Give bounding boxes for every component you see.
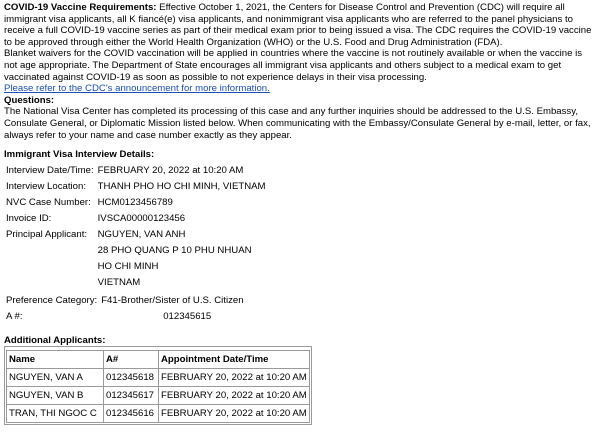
applicant-a-number: 012345617 (104, 387, 159, 405)
covid-paragraph (4, 2, 596, 48)
detail-row-invoice (4, 211, 270, 227)
address-line-1: 28 PHO QUANG P 10 PHU NHUAN (97, 244, 252, 256)
date-value: FEBRUARY 20, 2022 at 10:20 AM (97, 164, 244, 176)
covid-text-1: Effective October 1, 2021, the Centers for Disease Control and Prevention (CDC) will require all immigrant visa applicants, all K fiancé(e) visa applicants, and nonimmigrant visa applicants who are referred to the panel physicians to receive a full COVID-19 vaccine series as part of their medical exam prior to being issued a visa. The CDC requires the COVID-19 vaccine to be approved through either the World Health Organization (WHO) or the U.S. Food and Drug Administration (FDA). (4, 2, 592, 48)
preference-label: Preference Category: (6, 294, 98, 306)
principal-label: Principal Applicant: (6, 228, 88, 240)
additional-heading: Additional Applicants: (4, 334, 106, 346)
applicant-name: TRAN, THI NGOC C (7, 405, 104, 423)
detail-row-principal (4, 227, 270, 243)
questions-text: The National Visa Center has completed its processing of this case and any further inquiries should be addressed to the U.S. Embassy, Consulate General, or Diplomatic Mission listed below. When communicating with the Embassy/Consulate General by e-mail, letter, or fax, always refer to your name and case number exactly as they appear. (4, 106, 591, 141)
principal-value: NGUYEN, VAN ANH (97, 228, 186, 240)
detail-row-anumber (4, 309, 248, 325)
interview-heading: Immigrant Visa Interview Details: (4, 149, 155, 161)
case-number-label: NVC Case Number: (6, 196, 91, 208)
detail-row-date (4, 163, 270, 179)
address-line-2: HO CHI MINH (97, 260, 159, 272)
additional-applicants-box (4, 346, 312, 425)
table-row (7, 387, 310, 405)
applicant-appointment: FEBRUARY 20, 2022 at 10:20 AM (159, 369, 310, 387)
covid-waiver-text: Blanket waivers for the COVID vaccination will be applied in countries where the vaccine is not routinely available or when the vaccine is not age appropriate. The Department of State encourages all immigrant visa applicants and others subject to a medical exam to get vaccinated against COVID-19 as soon as possible to not experience delays in their visa processing. (4, 48, 583, 83)
preference-value: F41-Brother/Sister of U.S. Citizen (101, 294, 244, 306)
detail-row-case (4, 195, 270, 211)
column-header-name: Name (7, 351, 104, 369)
additional-applicants-table (6, 350, 310, 423)
preference-table (4, 293, 248, 325)
detail-row-address-1 (4, 243, 270, 259)
applicant-appointment: FEBRUARY 20, 2022 at 10:20 AM (159, 387, 310, 405)
case-number-value: HCM0123456789 (97, 196, 173, 208)
location-label: Interview Location: (6, 180, 86, 192)
date-label: Interview Date/Time: (6, 164, 94, 176)
table-row (7, 405, 310, 423)
column-header-appointment: Appointment Date/Time (159, 351, 310, 369)
table-header-row (7, 351, 310, 369)
covid-heading: COVID-19 Vaccine Requirements: (4, 2, 157, 13)
applicant-appointment: FEBRUARY 20, 2022 at 10:20 AM (159, 405, 310, 423)
questions-heading: Questions: (4, 94, 55, 106)
detail-row-address-2 (4, 259, 270, 275)
detail-row-address-3 (4, 275, 270, 291)
detail-row-location (4, 179, 270, 195)
interview-details-table (4, 163, 270, 291)
invoice-value: IVSCA00000123456 (97, 212, 186, 224)
applicant-name: NGUYEN, VAN A (7, 369, 104, 387)
column-header-a-number: A# (104, 351, 159, 369)
cdc-announcement-link[interactable]: Please refer to the CDC's announcement for more information. (4, 83, 270, 95)
address-line-3: VIETNAM (97, 276, 141, 288)
applicant-a-number: 012345618 (104, 369, 159, 387)
a-number-value: 012345615 (163, 310, 212, 322)
applicant-a-number: 012345616 (104, 405, 159, 423)
table-row (7, 369, 310, 387)
applicant-name: NGUYEN, VAN B (7, 387, 104, 405)
detail-row-preference (4, 293, 248, 309)
a-number-label: A #: (6, 310, 23, 322)
location-value: THANH PHO HO CHI MINH, VIETNAM (97, 180, 266, 192)
invoice-label: Invoice ID: (6, 212, 52, 224)
